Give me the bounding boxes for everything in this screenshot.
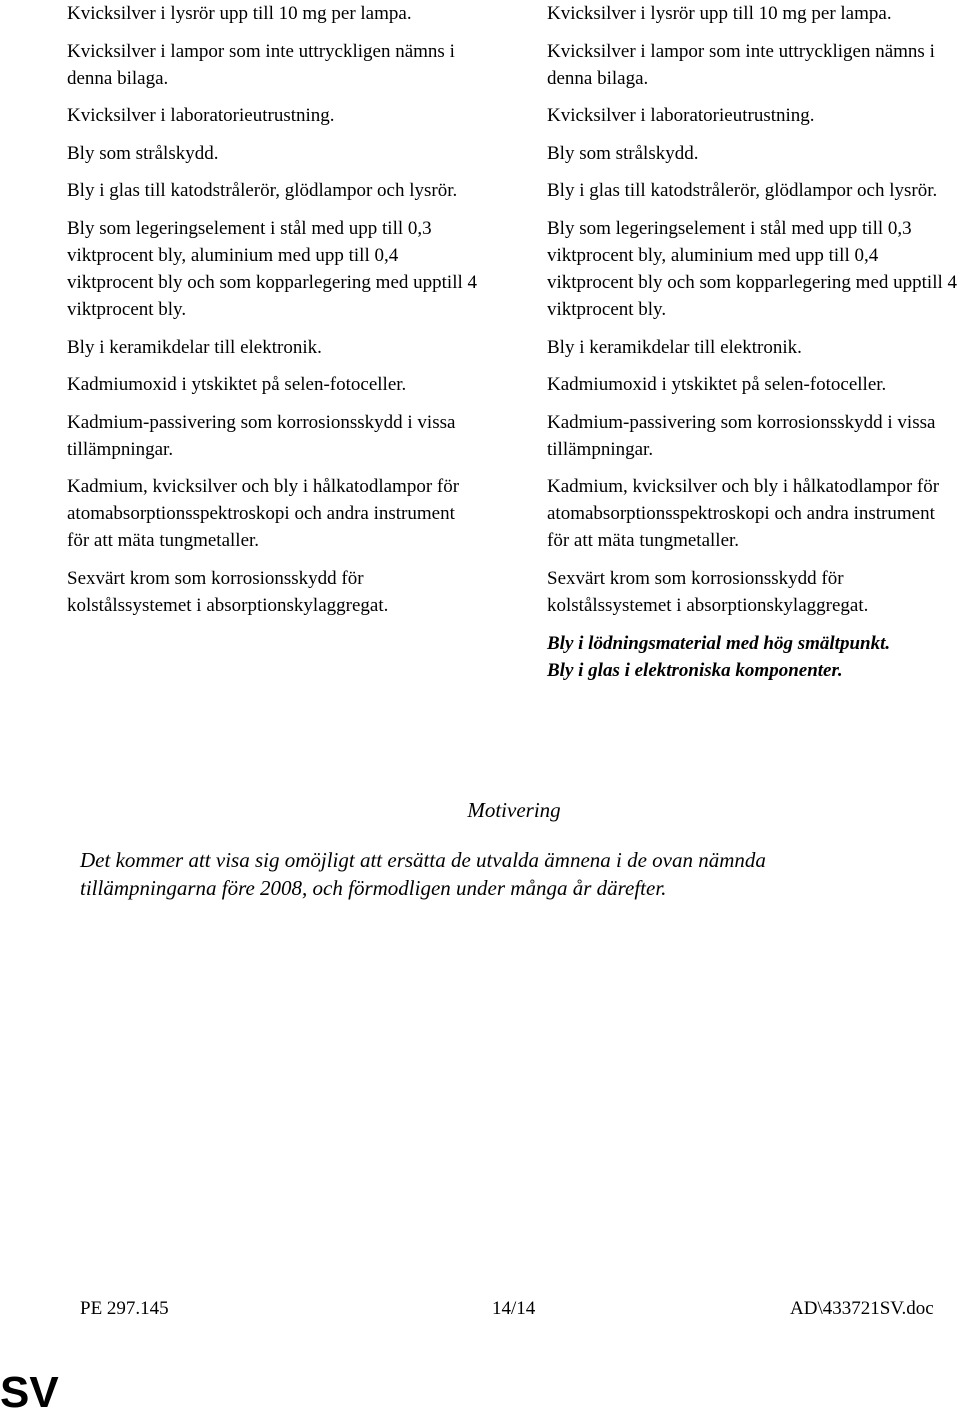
right-column bbox=[547, 0, 959, 684]
left-paragraph: Sexvärt krom som korrosionsskydd för kolstålssystemet i absorptionskylaggregat. bbox=[67, 567, 389, 616]
right-paragraph: Kvicksilver i lysrör upp till 10 mg per lampa. bbox=[547, 3, 892, 24]
right-paragraph: Kadmium-passivering som korrosionsskydd i vissa tillämpningar. bbox=[547, 411, 936, 460]
footer-document-code: AD\433721SV.doc bbox=[790, 1298, 934, 1319]
footer-reference: PE 297.145 bbox=[80, 1298, 169, 1319]
justification-text: Det kommer att visa sig omöjligt att ersätta de utvalda ämnena i de ovan nämnda tillämpningarna före 2008, och förmodligen under många år därefter. bbox=[80, 848, 766, 900]
left-paragraph: Kvicksilver i laboratorieutrustning. bbox=[67, 105, 335, 127]
language-code: SV bbox=[0, 1368, 59, 1417]
left-paragraph: Kvicksilver i lampor som inte uttryckligen nämns i denna bilaga. bbox=[67, 40, 455, 89]
motivering-heading: Motivering bbox=[467, 798, 561, 822]
left-paragraph: Bly som legeringselement i stål med upp till 0,3 viktprocent bly, aluminium med upp till 0,4 viktprocent bly och som kopparlegering med upptill 4 viktprocent bly. bbox=[67, 217, 478, 320]
left-paragraph: Bly i keramikdelar till elektronik. bbox=[67, 336, 322, 358]
right-paragraph: Kadmium, kvicksilver och bly i hålkatodlampor för atomabsorptionsspektroskopi och andra instrument för att mäta tungmetaller. bbox=[547, 476, 940, 552]
right-paragraph: Kadmiumoxid i ytskiktet på selen-fotoceller. bbox=[547, 374, 887, 396]
right-paragraph: Bly som strålskydd. bbox=[547, 142, 699, 164]
left-paragraph: Kadmiumoxid i ytskiktet på selen-fotoceller. bbox=[67, 374, 407, 396]
left-paragraph: Kadmium, kvicksilver och bly i hålkatodlampor för atomabsorptionsspektroskopi och andra instrument för att mäta tungmetaller. bbox=[67, 476, 460, 552]
right-paragraph: Bly i glas till katodstrålerör, glödlampor och lysrör. bbox=[547, 180, 938, 202]
right-paragraph: Kvicksilver i laboratorieutrustning. bbox=[547, 105, 815, 127]
footer-page-number: 14/14 bbox=[492, 1298, 536, 1319]
left-column bbox=[67, 0, 479, 630]
left-paragraph: Kadmium-passivering som korrosionsskydd i vissa tillämpningar. bbox=[67, 411, 456, 460]
amendment-addition: Bly i glas i elektroniska komponenter. bbox=[547, 659, 843, 681]
left-paragraph: Kvicksilver i lysrör upp till 10 mg per lampa. bbox=[67, 3, 412, 24]
left-paragraph: Bly i glas till katodstrålerör, glödlampor och lysrör. bbox=[67, 180, 458, 202]
right-paragraph: Bly i keramikdelar till elektronik. bbox=[547, 336, 802, 358]
right-paragraph: Bly som legeringselement i stål med upp till 0,3 viktprocent bly, aluminium med upp till 0,4 viktprocent bly och som kopparlegering med upptill 4 viktprocent bly. bbox=[547, 217, 958, 320]
right-paragraph: Sexvärt krom som korrosionsskydd för kolstålssystemet i absorptionskylaggregat. bbox=[547, 567, 869, 616]
right-paragraph: Kvicksilver i lampor som inte uttryckligen nämns i denna bilaga. bbox=[547, 40, 935, 89]
amendment-addition: Bly i lödningsmaterial med hög smältpunkt. bbox=[547, 632, 891, 654]
left-paragraph: Bly som strålskydd. bbox=[67, 142, 219, 164]
